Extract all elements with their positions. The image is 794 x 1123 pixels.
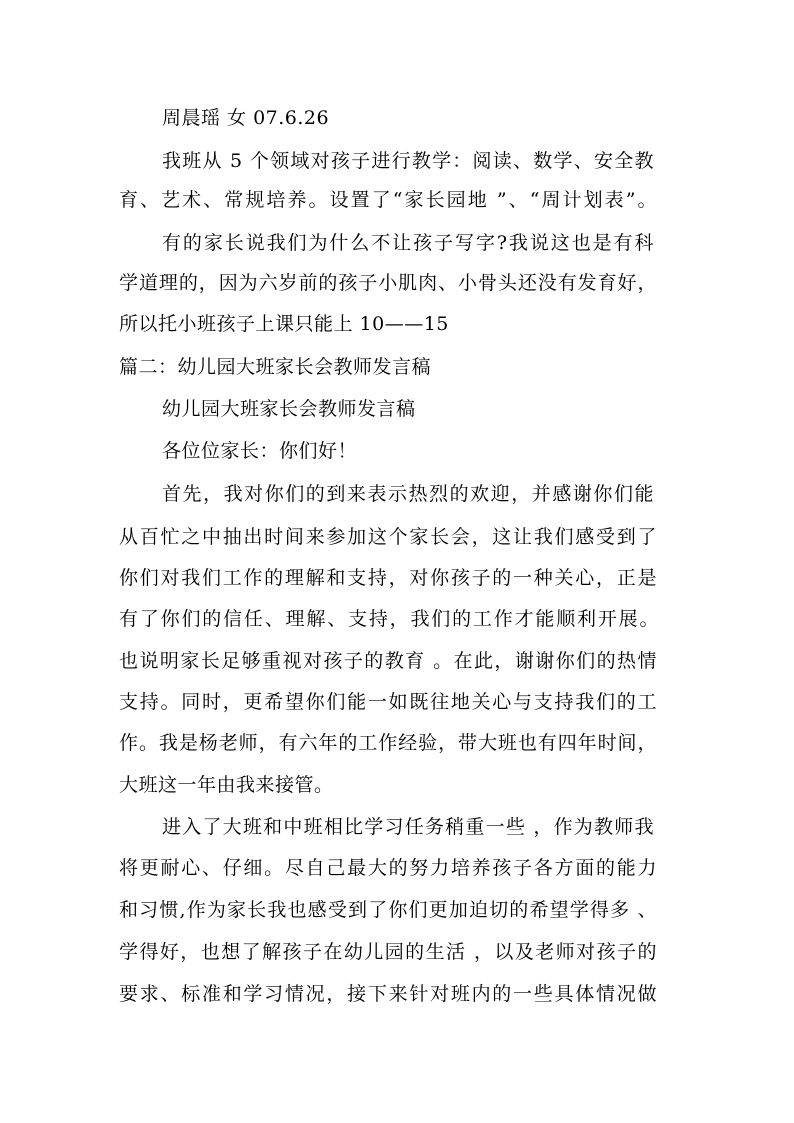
paragraph-line: 作。我是杨老师，有六年的工作经验，带大班也有四年时间， bbox=[119, 732, 657, 754]
paragraph-line: 有的家长说我们为什么不让孩子写字?我说这也是有科 bbox=[162, 232, 654, 254]
paragraph-line: 育、艺术、常规培养。设置了“家长园地 ”、“周计划表”。 bbox=[119, 189, 657, 211]
student-info-line: 周晨瑶 女 07.6.26 bbox=[162, 107, 330, 129]
paragraph-line: 你们对我们工作的理解和支持，对你孩子的一种关心，正是 bbox=[119, 567, 657, 589]
greeting-line: 各位位家长：你们好！ bbox=[162, 440, 358, 462]
paragraph-line: 所以托小班孩子上课只能上 10——15 bbox=[119, 313, 449, 335]
paragraph-line: 我班从 5 个领域对孩子进行教学：阅读、数学、安全教 bbox=[162, 150, 654, 172]
paragraph-line: 首先，我对你们的到来表示热烈的欢迎，并感谢你们能 bbox=[162, 483, 654, 505]
document-title: 幼儿园大班家长会教师发言稿 bbox=[162, 398, 416, 420]
paragraph-line: 学得好，也想了解孩子在幼儿园的生活 ，以及老师对孩子的 bbox=[119, 941, 657, 963]
paragraph-line: 进入了大班和中班相比学习任务稍重一些 ，作为教师我 bbox=[162, 816, 654, 838]
paragraph-line: 从百忙之中抽出时间来参加这个家长会，这让我们感受到了 bbox=[119, 526, 657, 548]
paragraph-line: 将更耐心、仔细。尽自己最大的努力培养孩子各方面的能力 bbox=[119, 857, 657, 879]
paragraph-line: 大班这一年由我来接管。 bbox=[119, 774, 334, 796]
paragraph-line: 也说明家长足够重视对孩子的教育 。在此，谢谢你们的热情 bbox=[119, 650, 657, 672]
paragraph-line: 要求、标准和学习情况，接下来针对班内的一些具体情况做 bbox=[119, 983, 657, 1005]
paragraph-line: 支持。同时，更希望你们能一如既往地关心与支持我们的工 bbox=[119, 691, 657, 713]
paragraph-line: 和习惯,作为家长我也感受到了你们更加迫切的希望学得多 、 bbox=[119, 899, 657, 921]
paragraph-line: 有了你们的信任、理解、支持，我们的工作才能顺利开展。 bbox=[119, 608, 659, 630]
paragraph-line: 学道理的，因为六岁前的孩子小肌肉、小骨头还没有发育好， bbox=[119, 272, 657, 294]
section-heading: 篇二：幼儿园大班家长会教师发言稿 bbox=[119, 356, 432, 378]
